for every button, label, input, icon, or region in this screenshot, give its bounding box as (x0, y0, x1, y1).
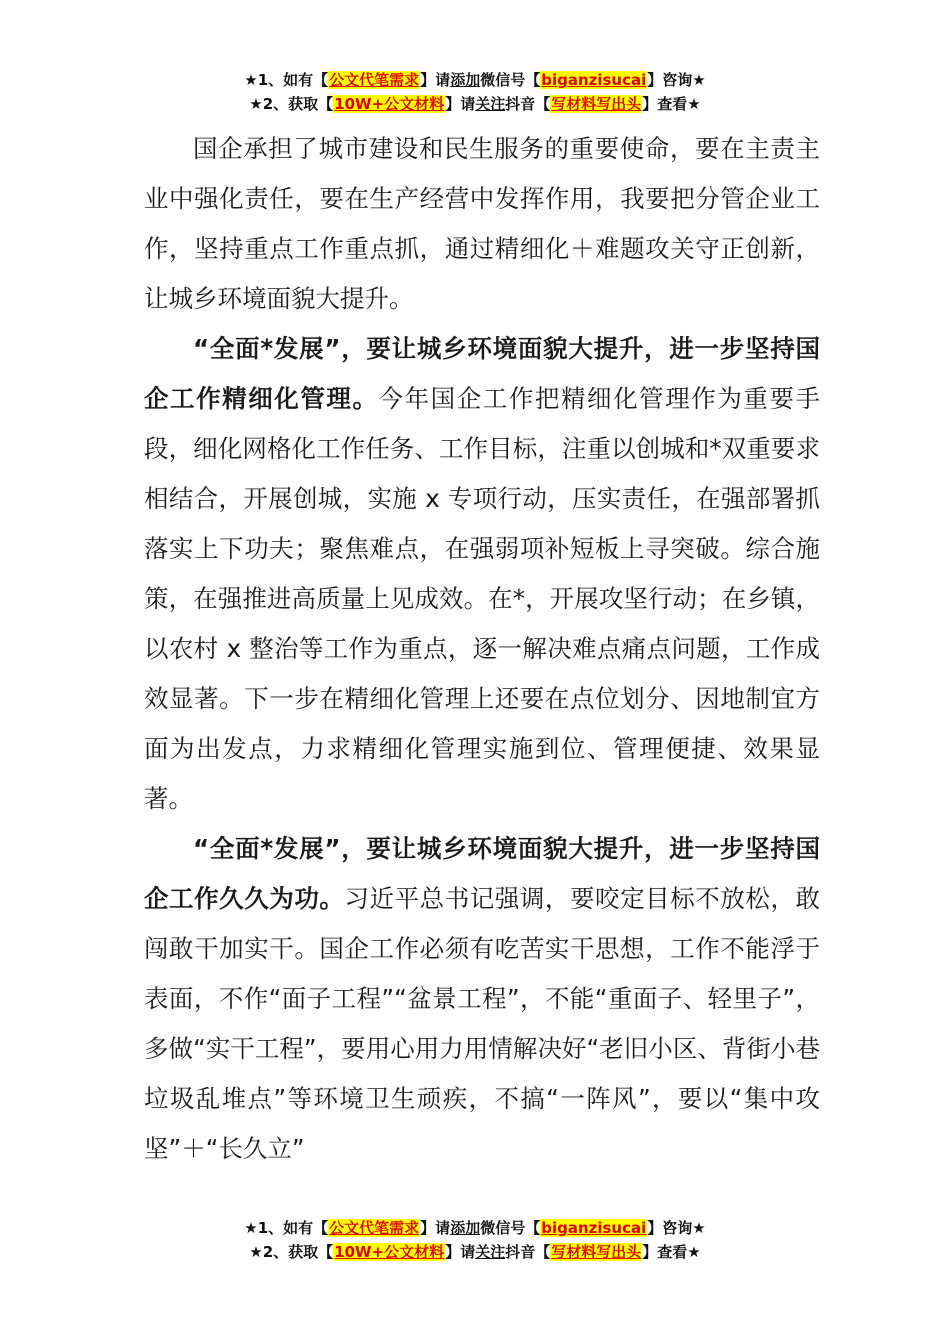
header-line-1: ★1、如有【公文代笔需求】请添加微信号【biganzisucai】咨询★ (244, 71, 706, 89)
document-body (144, 124, 820, 1174)
paragraph-2 (144, 324, 820, 824)
star-icon: ★ (244, 71, 258, 89)
highlight-douyin: 写材料写出头 (551, 1243, 642, 1261)
footer-line-2: ★2、获取【10W+公文材料】请关注抖音【写材料写出头】查看★ (249, 1243, 701, 1261)
star-icon: ★ (249, 1243, 263, 1261)
highlight-service: 公文代笔需求 (329, 71, 420, 89)
highlight-wechat-id: biganzisucai (541, 1219, 647, 1237)
footer-line-1: ★1、如有【公文代笔需求】请添加微信号【biganzisucai】咨询★ (244, 1219, 706, 1237)
header-banner (0, 68, 950, 116)
paragraph-2-heading: “全面*发展”，要让城乡环境面貌大提升，进一步坚持国企工作精细化管理。 (144, 334, 820, 413)
highlight-materials: 10W+公文材料 (334, 1243, 445, 1261)
paragraph-3-heading: “全面*发展”，要让城乡环境面貌大提升，进一步坚持国企工作久久为功。 (144, 834, 820, 913)
paragraph-3 (144, 824, 820, 1174)
highlight-douyin: 写材料写出头 (551, 95, 642, 113)
paragraph-1: 国企承担了城市建设和民生服务的重要使命，要在主责主业中强化责任，要在生产经营中发挥作用，我要把分管企业工作，坚持重点工作重点抓，通过精细化＋难题攻关守正创新，让城乡环境面貌大提升。 (144, 134, 820, 313)
paragraph-2-text: 今年国企工作把精细化管理作为重要手段，细化网格化工作任务、工作目标，注重以创城和*双重要求相结合，开展创城，实施 x 专项行动，压实责任，在强部署抓落实上下功夫；聚焦难点，在强弱项补短板上寻突破。综合施策，在强推进高质量上见成效。在*，开展攻坚行动；在乡镇，以农村 x 整治等工作为重点，逐一解决难点痛点问题，工作成效显著。下一步在精细化管理上还要在点位划分、因地制宜方面为出发点，力求精细化管理实施到位、管理便捷、效果显著。 (144, 384, 821, 813)
highlight-materials: 10W+公文材料 (334, 95, 445, 113)
footer-banner (0, 1216, 950, 1264)
header-line-2: ★2、获取【10W+公文材料】请关注抖音【写材料写出头】查看★ (249, 95, 701, 113)
star-icon: ★ (244, 1219, 258, 1237)
highlight-service: 公文代笔需求 (329, 1219, 420, 1237)
paragraph-3-text: 习近平总书记强调，要咬定目标不放松，敢闯敢干加实干。国企工作必须有吃苦实干思想，工作不能浮于表面，不作“面子工程”“盆景工程”，不能“重面子、轻里子”，多做“实干工程”，要用心用力用情解决好“老旧小区、背街小巷垃圾乱堆点”等环境卫生顽疾，不搞“一阵风”，要以“集中攻坚”＋“长久立” (144, 884, 821, 1163)
star-icon: ★ (249, 95, 263, 113)
highlight-wechat-id: biganzisucai (541, 71, 647, 89)
